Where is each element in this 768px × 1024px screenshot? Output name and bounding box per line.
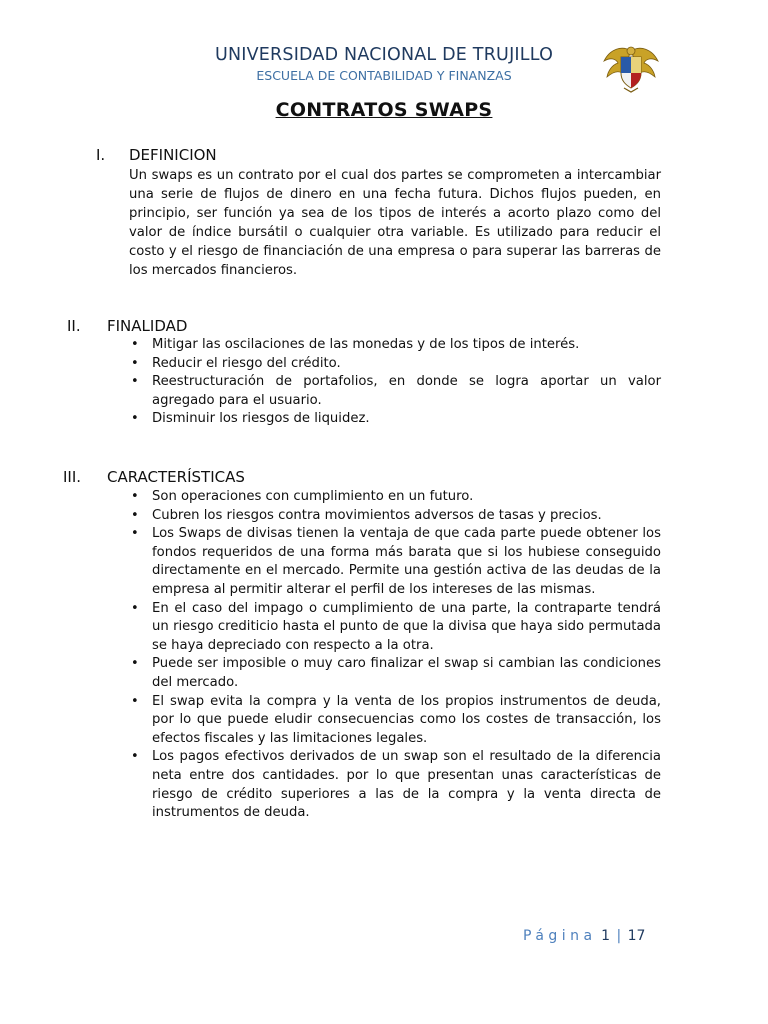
- total-pages: 17: [627, 928, 646, 944]
- list-item: • Los Swaps de divisas tienen la ventaja de que cada parte puede obtener los fondos requeridos de una forma más barata que si los hubiese conseguido directamente en el mercado. Permite una gestión activa de las deudas de la empresa al permitir alterar el perfil de los intereses de las mismas.: [131, 526, 661, 597]
- list-item: • Reestructuración de portafolios, en donde se logra aportar un valor agregado para el usuario.: [131, 374, 661, 408]
- section-number: II.: [67, 317, 81, 335]
- list-item: • Son operaciones con cumplimiento en un futuro.: [129, 488, 661, 507]
- university-name: UNIVERSIDAD NACIONAL DE TRUJILLO: [214, 45, 554, 65]
- university-seal-icon: [602, 43, 660, 93]
- bullet-icon: •: [131, 507, 139, 523]
- definition-paragraph: Un swaps es un contrato por el cual dos partes se comprometen a intercambiar una serie de flujos de dinero en una fecha futura. Dichos flujos pueden, en principio, ser función ya sea de los tipos de interés a acorto plazo como del valor de índice bursátil o cualquier otra variable. Es utilizado para reducir el costo y el riesgo de financiación de una empresa o para superar las barreras de los mercados financieros.: [129, 168, 661, 278]
- bullet-icon: •: [131, 411, 139, 427]
- list-item: • Disminuir los riesgos de liquidez.: [129, 410, 661, 429]
- section-number: III.: [63, 468, 82, 486]
- list-item: • Puede ser imposible o muy caro finalizar el swap si cambian las condiciones del mercado.: [131, 656, 661, 690]
- bullet-icon: •: [131, 749, 139, 765]
- list-item: • Mitigar las oscilaciones de las monedas y de los tipos de interés.: [129, 336, 661, 355]
- bullet-icon: •: [131, 489, 139, 504]
- section-title: FINALIDAD: [107, 317, 188, 335]
- list-item: • En el caso del impago o cumplimiento de una parte, la contraparte tendrá un riesgo crediticio hasta el punto de que la divisa que haya sido permutada se haya depreciado con respecto a la otra.: [131, 600, 661, 653]
- document-title: CONTRATOS SWAPS: [275, 99, 493, 121]
- list-item: • El swap evita la compra y la venta de los propios instrumentos de deuda, por lo que puede eludir consecuencias como los costes de transacción, los efectos fiscales y las limitaciones legales.: [131, 693, 661, 746]
- page-label: Página: [523, 928, 597, 944]
- bullet-icon: •: [131, 374, 139, 390]
- page-separator: |: [616, 928, 622, 944]
- list-item: • Los pagos efectivos derivados de un swap son el resultado de la diferencia neta entre dos cantidades. por lo que presentan unas características de riesgo de crédito superiores a las de la compra y la venta directa de instrumentos de deuda.: [131, 749, 661, 821]
- list-item: • Cubren los riesgos contra movimientos adversos de tasas y precios.: [129, 507, 661, 526]
- page-footer: [523, 928, 645, 944]
- bullet-icon: •: [131, 526, 139, 542]
- current-page-number: 1: [601, 928, 610, 944]
- finalidad-list: [129, 336, 661, 429]
- bullet-icon: •: [131, 656, 139, 672]
- bullet-icon: •: [131, 600, 139, 616]
- section-title: DEFINICION: [129, 146, 217, 164]
- bullet-icon: •: [131, 693, 139, 709]
- section-number: I.: [96, 146, 106, 164]
- bullet-icon: •: [131, 355, 139, 371]
- list-item: • Reducir el riesgo del crédito.: [129, 355, 661, 374]
- school-name: ESCUELA DE CONTABILIDAD Y FINANZAS: [256, 68, 512, 83]
- caracteristicas-list: [129, 488, 661, 823]
- section-title: CARACTERÍSTICAS: [107, 468, 245, 486]
- bullet-icon: •: [131, 337, 139, 352]
